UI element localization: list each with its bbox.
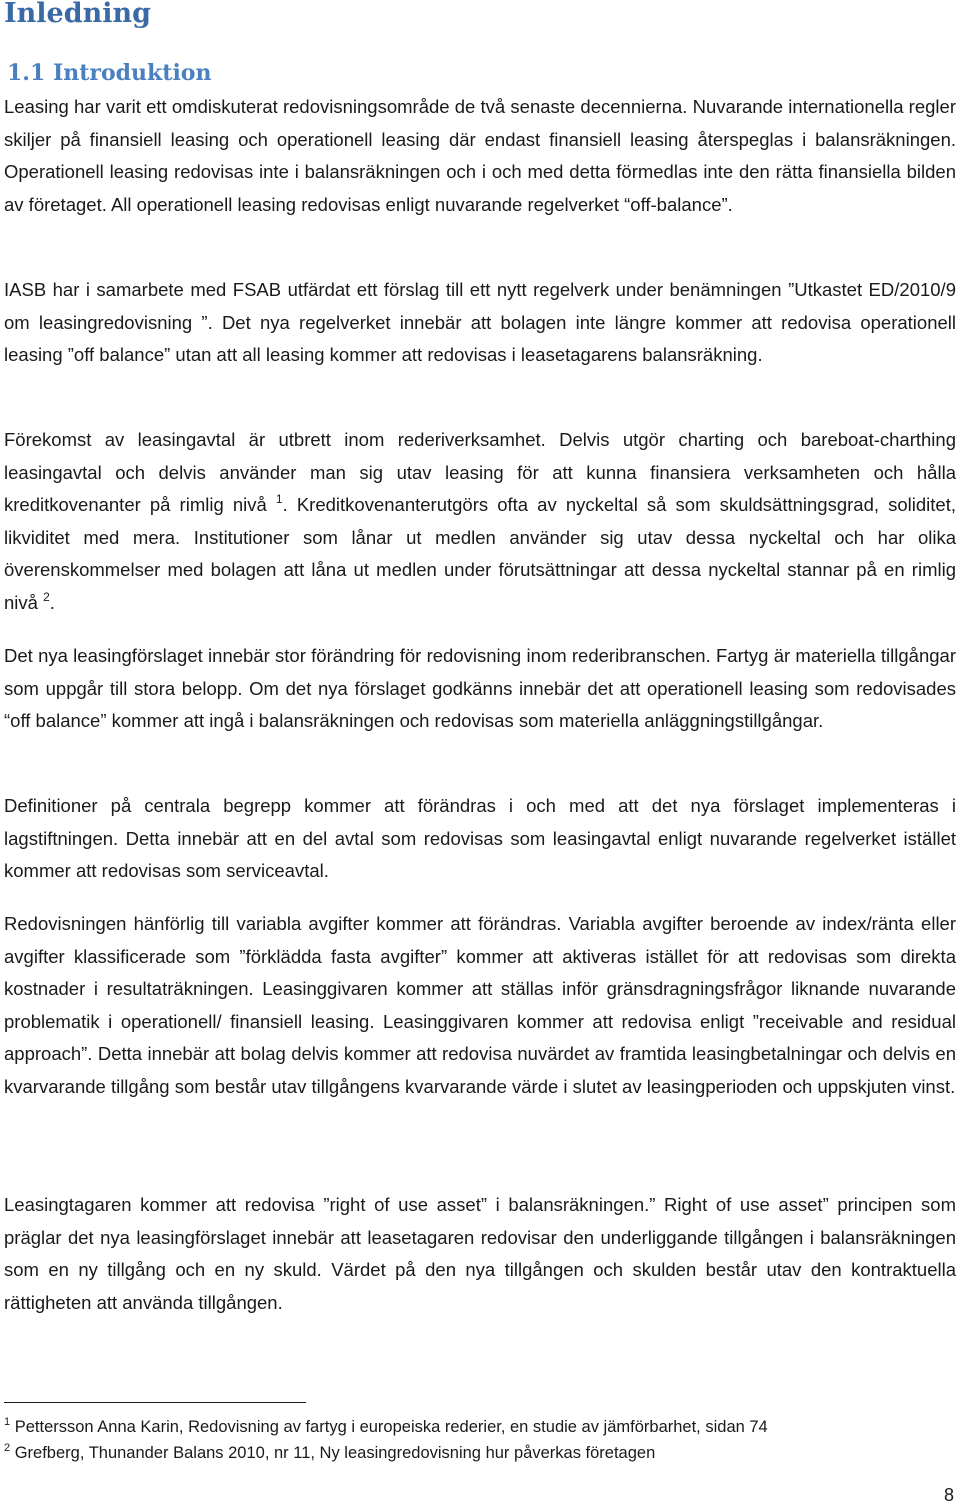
footnote-1 bbox=[4, 1414, 954, 1440]
footnote-marker: 2 bbox=[4, 1442, 11, 1454]
section-heading bbox=[7, 56, 211, 90]
paragraph-3: Förekomst av leasingavtal är utbrett inom rederiverksamhet. Delvis utgör charting och bareboat-charthing leasingavtal och delvis använder man sig utav leasing för att kunna finansiera verksamheten och hålla kreditkovenanter på rimlig nivå $^1$. Kreditkovenanterutgörs ofta av nyckeltal så som skuldsättningsgrad, soliditet, likviditet med mera. Institutioner som lånar ut medlen använder sig utav dessa nyckeltal och har olika överenskommelser med bolagen att låna ut medlen under förutsättningar att dessa nyckeltal stannar på en rimlig nivå $^2$. bbox=[4, 429, 956, 613]
footnote-marker: 1 bbox=[4, 1416, 11, 1428]
paragraph-6: Redovisningen hänförlig till variabla avgifter kommer att förändras. Variabla avgifter beroende av index/ränta eller avgifter klassificerade som ”förklädda fasta avgifter” kommer att aktiveras istället för att redovisas som direkta kostnader i resultaträkningen. Leasinggivaren kommer att ställas inför gränsdragningsfrågor liknande nuvarande problematik i operationell/ finansiell leasing. Leasinggivaren kommer att redovisa enligt ”receivable and residual approach”. Detta innebär att bolag delvis kommer att redovisa nuvärdet av framtida leasingbetalningar och delvis en kvarvarande tillgång som består utav tillgångens kvarvarande värde i slutet av leasingperioden och uppskjuten vinst. bbox=[4, 913, 956, 1097]
section-title: Introduktion bbox=[52, 60, 212, 86]
paragraph-5: Definitioner på centrala begrepp kommer att förändras i och med att det nya förslaget implementeras i lagstiftningen. Detta innebär att en del avtal som redovisas som leasingavtal enligt nuvarande regelverket istället kommer att redovisas som serviceavtal. bbox=[4, 795, 956, 882]
footnote-text: Grefberg, Thunander Balans 2010, nr 11, Ny leasingredovisning hur påverkas företagen bbox=[14, 1444, 656, 1462]
section-number: 1.1 bbox=[7, 60, 46, 86]
chapter-heading: Inledning bbox=[4, 0, 151, 29]
paragraph-4: Det nya leasingförslaget innebär stor förändring för redovisning inom rederibranschen. Fartyg är materiella tillgångar som uppgår till stora belopp. Om det nya förslaget godkänns innebär det att operationell leasing som redovisades “off balance” kommer att ingå i balansräkningen och redovisas som materiella anläggningstillgångar. bbox=[4, 645, 956, 732]
footnote-2 bbox=[4, 1440, 954, 1466]
footnote-text: Pettersson Anna Karin, Redovisning av fartyg i europeiska rederier, en studie av jämförbarhet, sidan 74 bbox=[14, 1418, 768, 1436]
footnote-ref-1[interactable]: 1 bbox=[275, 492, 283, 507]
footnote-ref-2[interactable]: 2 bbox=[43, 589, 50, 604]
paragraph-2: IASB har i samarbete med FSAB utfärdat ett förslag till ett nytt regelverk under benämningen ”Utkastet ED/2010/9 om leasingredovisning ”. Det nya regelverket innebär att bolagen inte längre kommer att redovisa operationell leasing ”off balance” utan att all leasing kommer att redovisas i leasetagarens balansräkning. bbox=[4, 279, 956, 366]
paragraph-1: Leasing har varit ett omdiskuterat redovisningsområde de två senaste decennierna. Nuvarande internationella regler skiljer på finansiell leasing och operationell leasing där endast finansiell leasing återspeglas i balansräkningen. Operationell leasing redovisas inte i balansräkningen och i och med detta förmedlas inte den rätta finansiella bilden av företaget. All operationell leasing redovisas enligt nuvarande regelverket “off-balance”. bbox=[4, 96, 956, 215]
paragraph-7: Leasingtagaren kommer att redovisa ”right of use asset” i balansräkningen.” Right of use asset” principen som präglar det nya leasingförslaget innebär att leasetagaren redovisar den underliggande tillgången i balansräkningen som en ny tillgång och en ny skuld. Värdet på den nya tillgången och skulden består utav den kontraktuella rättigheten att använda tillgången. bbox=[4, 1194, 956, 1313]
footnote-separator bbox=[4, 1402, 306, 1403]
page-number: 8 bbox=[943, 1485, 954, 1505]
